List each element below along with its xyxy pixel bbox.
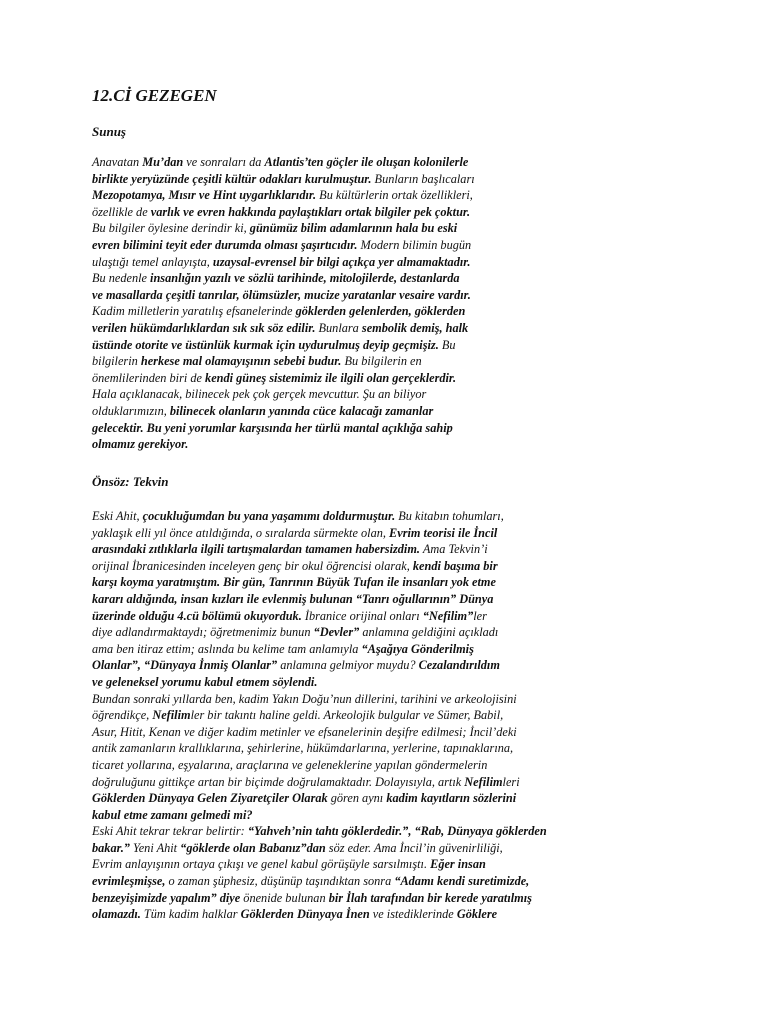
text-segment: Bu — [438, 337, 456, 352]
text-segment: Evrim anlayışının ortaya çıkışı ve genel kabul görüşüyle sarsılmıştı. — [92, 857, 431, 872]
text-line — [92, 558, 682, 575]
text-line — [92, 204, 682, 221]
text-line — [92, 420, 682, 437]
text-segment: Hala açıklanacak, bilinecek pek çok gerçek mevcuttur. Şu an biliyor — [92, 387, 427, 402]
text-line — [92, 691, 682, 708]
text-segment: Ama Tekvin’i — [419, 542, 488, 557]
bold-text: göklerden gelenlerden, göklerden — [295, 304, 466, 319]
text-segment: önemlilerinden biri de — [92, 370, 206, 385]
text-segment: öğrendikçe, — [92, 708, 153, 723]
text-segment: söz eder. Ama İncil’in güvenirliliği, — [325, 840, 503, 855]
text-segment: ve istediklerinde — [369, 907, 457, 922]
bold-text: insanlığın yazılı ve sözlü tarihinde, mitolojilerde, destanlarda — [150, 271, 460, 286]
bold-text: ve geleneksel yorumu kabul etmem söylendi. — [92, 674, 318, 689]
text-segment: diye adlandırmaktaydı; öğretmenimiz bunun — [92, 625, 314, 640]
text-segment: Modern bilimin bugün — [357, 237, 472, 252]
bold-text: evrimleşmişse, — [92, 874, 166, 889]
text-line — [92, 508, 682, 525]
text-segment: Bu kitabın tohumları, — [395, 509, 504, 523]
text-segment: Asur, Hitit, Kenan ve diğer kadim metinler ve efsanelerinin deşifre edilmesi; İncil’deki — [92, 724, 517, 739]
bold-text: Nefilim — [464, 774, 503, 789]
text-line — [92, 254, 682, 271]
text-segment: Anavatan — [92, 155, 143, 169]
text-line — [92, 757, 682, 774]
text-segment: ticaret yollarına, eşyalarına, araçlarına ve geleneklerine yapılan göndermelerin — [92, 757, 488, 772]
text-line — [92, 674, 682, 691]
bold-text: verilen hükümdarlıklardan sık sık söz edilir. — [92, 320, 316, 335]
text-line — [92, 187, 682, 204]
text-line — [92, 303, 682, 320]
bold-text: “Adamı kendi suretimizde, — [394, 874, 530, 889]
bold-text: Göklerden Dünyaya Gelen Ziyaretçiler Olarak — [92, 791, 328, 806]
text-segment: Bundan sonraki yıllarda ben, kadim Yakın Doğu’nun dillerini, tarihini ve arkeolojisini — [92, 691, 517, 706]
text-line — [92, 525, 682, 542]
bold-text: üzerinde olduğu 4.cü bölümü okuyorduk. — [92, 608, 302, 623]
text-segment: Kadim milletlerin yaratılış efsanelerinde — [92, 304, 296, 319]
text-line — [92, 890, 682, 907]
text-segment: Bu kültürlerin ortak özellikleri, — [316, 188, 473, 203]
text-segment: ama ben itiraz ettim; aslında bu kelime tam anlamıyla — [92, 641, 362, 656]
bold-text: kararı aldığında, insan kızları ile evlenmiş bulunan “Tanrı oğullarının” Dünya — [92, 591, 494, 606]
text-segment: İbranice orijinal onları — [301, 608, 423, 623]
bold-text: “Devler” — [313, 625, 360, 640]
bold-text: Nefilim — [152, 708, 191, 723]
text-line — [92, 840, 682, 857]
text-segment: ve sonraları da — [183, 155, 265, 169]
text-line — [92, 353, 682, 370]
bold-text: “Yahveh’nin tahtı göklerdedir.”, “Rab, Dünyaya göklerden — [247, 824, 547, 839]
bold-text: Evrim teorisi ile İncil — [389, 525, 498, 540]
text-segment: doğruluğunu gittikçe artan bir biçimde doğrulamaktadır. Dolayısıyla, artık — [92, 774, 465, 789]
text-line — [92, 740, 682, 757]
text-segment: orijinal İbranicesinden inceleyen genç bir okul öğrencisi olarak, — [92, 558, 413, 573]
text-line — [92, 608, 682, 625]
bold-text: karşı koyma yaratmıştım. Bir gün, Tanrının Büyük Tufan ile insanları yok etme — [92, 575, 496, 590]
text-segment: Tüm kadim halklar — [140, 907, 241, 922]
text-segment: anlamına gelmiyor muydu? — [277, 658, 419, 673]
text-line — [92, 856, 682, 873]
text-line — [92, 287, 682, 304]
bold-text: herkese mal olamayışının sebebi budur. — [140, 354, 342, 369]
text-line — [92, 624, 682, 641]
bold-text: birlikte yeryüzünde çeşitli kültür odakları kurulmuştur. — [92, 171, 372, 186]
bold-text: Olanlar”, “Dünyaya İnmiş Olanlar” — [92, 658, 278, 673]
bold-text: olmamız gerekiyor. — [92, 437, 189, 452]
bold-text: Mezopotamya, Mısır ve Hint uygarlıklarıdır. — [92, 188, 317, 203]
text-line — [92, 436, 682, 453]
text-segment: bilgilerin — [92, 354, 141, 369]
text-line — [92, 403, 682, 420]
text-line — [92, 823, 682, 840]
text-segment: olduklarımızın, — [92, 403, 170, 418]
bold-text: benzeyişimizde yapalım” diye — [92, 890, 241, 905]
text-line — [92, 386, 682, 403]
text-segment: yaklaşık elli yıl önce atıldığında, o sıralarda sürmekte olan, — [92, 525, 390, 540]
bold-text: ve masallarda çeşitli tanrılar, ölümsüzler, mucize yaratanlar vesaire vardır. — [92, 287, 471, 302]
bold-text: sembolik demiş, halk — [361, 320, 469, 335]
bold-text: “Nefilim” — [422, 608, 474, 623]
text-segment: Yeni Ahit — [129, 840, 181, 855]
text-line — [92, 541, 682, 558]
bold-text: bakar.” — [92, 840, 130, 855]
text-segment: ler — [473, 608, 487, 623]
text-line — [92, 707, 682, 724]
bold-text: “Aşağıya Gönderilmiş — [361, 641, 474, 656]
text-segment: Bu bilgilerin en — [341, 354, 422, 369]
text-segment: antik zamanların krallıklarına, şehirlerine, hükümdarlarına, yerlerine, tapınaklarına, — [92, 741, 514, 756]
text-line — [92, 154, 682, 171]
bold-text: bir İlah tarafından bir kerede yaratılmış — [328, 890, 532, 905]
text-segment: Bunlara — [315, 320, 362, 335]
text-line — [92, 790, 682, 807]
bold-text: kadim kayıtların sözlerini — [386, 791, 517, 806]
bold-text: arasındaki zıtlıklarla ilgili tartışmalardan tamamen habersizdim. — [92, 542, 420, 557]
text-segment: Bunların başlıcaları — [371, 171, 475, 186]
text-line — [92, 337, 682, 354]
text-line — [92, 370, 682, 387]
bold-text: günümüz bilim adamlarının hala bu eski — [249, 221, 458, 236]
bold-text: Eğer insan — [430, 857, 486, 872]
bold-text: varlık ve evren hakkında paylaştıkları ortak bilgiler pek çoktur. — [150, 204, 471, 219]
section-heading-onsoz: Önsöz: Tekvin — [92, 474, 169, 489]
text-line — [92, 220, 682, 237]
bold-text: Cezalandırıldım — [418, 658, 500, 673]
text-line — [92, 657, 682, 674]
text-segment: ler bir takıntı haline geldi. Arkeolojik bulgular ve Sümer, Babil, — [190, 708, 504, 723]
text-segment: leri — [502, 774, 520, 789]
text-line — [92, 774, 682, 791]
text-line — [92, 237, 682, 254]
text-segment: ulaştığı temel anlayışta, — [92, 254, 213, 269]
text-line — [92, 270, 682, 287]
text-segment: anlamına geldiğini açıkladı — [359, 625, 499, 640]
bold-text: Atlantis’ten göçler ile oluşan kolonilerle — [264, 155, 469, 169]
text-line — [92, 171, 682, 188]
bold-text: Mu’dan — [142, 155, 184, 169]
text-segment: özellikle de — [92, 204, 151, 219]
text-segment: o zaman şüphesiz, düşünüp taşındıktan sonra — [165, 874, 395, 889]
paragraph-onsoz — [92, 508, 682, 923]
bold-text: “göklerde olan Babanız”dan — [180, 840, 326, 855]
bold-text: kendi güneş sistemimiz ile ilgili olan gerçeklerdir. — [205, 370, 457, 385]
paragraph-sunus — [92, 154, 682, 453]
text-segment: Bu bilgiler öylesine derindir ki, — [92, 221, 250, 236]
bold-text: Göklerden Dünyaya İnen — [240, 907, 370, 922]
text-line — [92, 724, 682, 741]
bold-text: kabul etme zamanı gelmedi mi? — [92, 807, 253, 822]
section-heading-sunus: Sunuş — [92, 124, 126, 139]
bold-text: üstünde otorite ve üstünlük kurmak için uydurulmuş deyip geçmişiz. — [92, 337, 439, 352]
bold-text: uzaysal-evrensel bir bilgi açıkça yer almamaktadır. — [212, 254, 471, 269]
text-line — [92, 641, 682, 658]
text-segment: gören aynı — [327, 791, 387, 806]
bold-text: gelecektir. Bu yeni yorumlar karşısında her türlü mantal açıklığa sahip — [92, 420, 453, 435]
text-line — [92, 574, 682, 591]
bold-text: olamazdı. — [92, 907, 141, 922]
page-title: 12.Cİ GEZEGEN — [92, 86, 217, 105]
bold-text: kendi başıma bir — [412, 558, 498, 573]
text-line — [92, 591, 682, 608]
text-segment: Bu nedenle — [92, 271, 151, 286]
text-segment: Eski Ahit, — [92, 509, 143, 523]
text-line — [92, 906, 682, 923]
bold-text: bilinecek olanların yanında cüce kalacağı zamanlar — [169, 403, 434, 418]
text-line — [92, 320, 682, 337]
text-segment: önenide bulunan — [240, 890, 329, 905]
bold-text: çocukluğumdan bu yana yaşamımı doldurmuştur. — [142, 509, 396, 523]
text-segment: Eski Ahit tekrar tekrar belirtir: — [92, 824, 248, 839]
text-line — [92, 873, 682, 890]
text-line — [92, 807, 682, 824]
bold-text: Göklere — [456, 907, 498, 922]
bold-text: evren bilimini teyit eder durumda olması şaşırtıcıdır. — [92, 237, 358, 252]
